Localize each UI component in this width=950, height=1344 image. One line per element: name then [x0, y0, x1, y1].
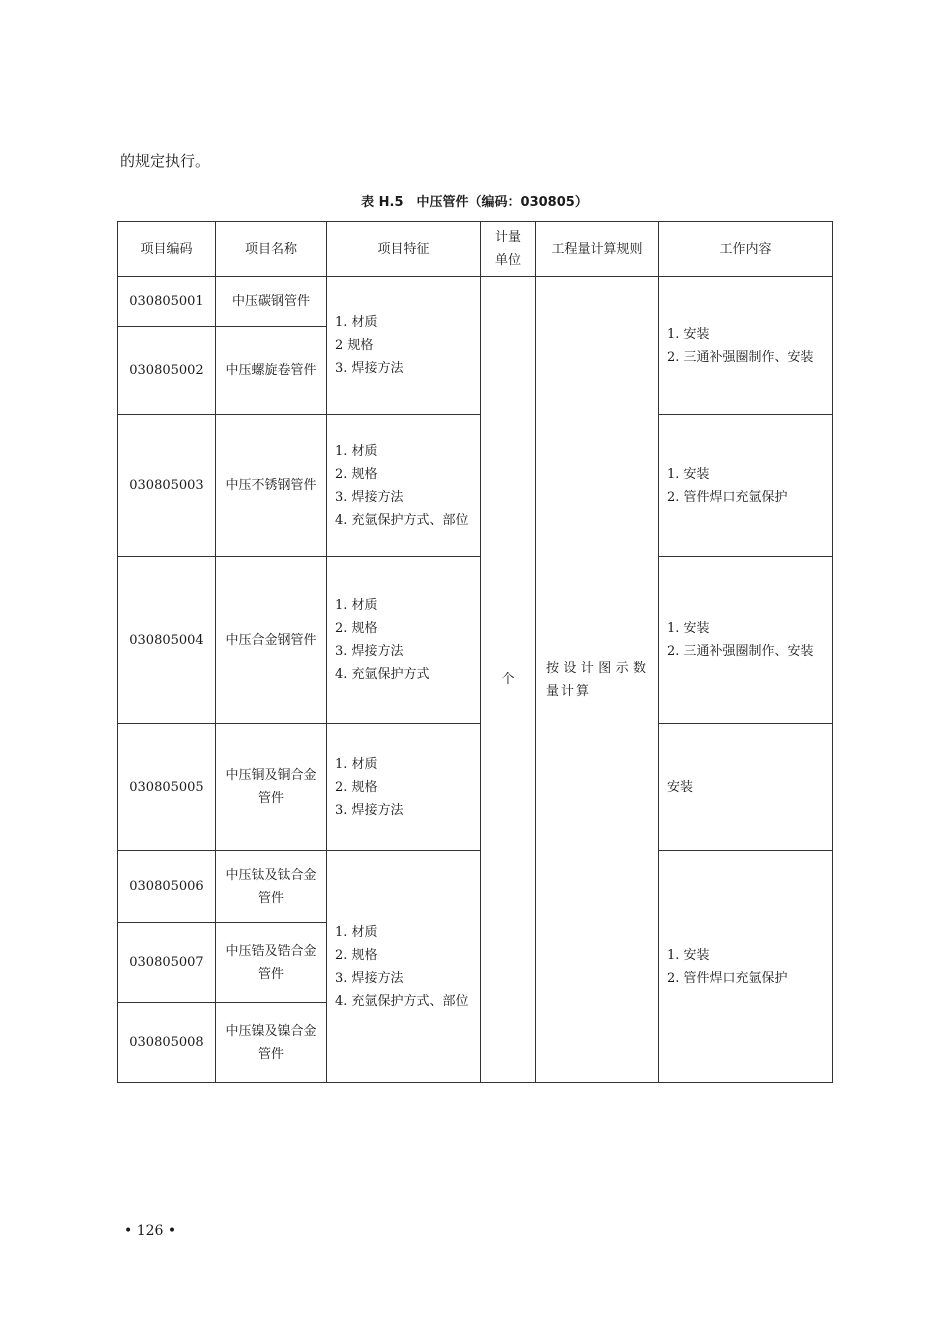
feature-cell: [327, 415, 481, 557]
work-line: 1. 安装: [667, 326, 710, 342]
item-name: 中压铜及铜合金管件: [216, 724, 327, 851]
header-row: [118, 222, 833, 277]
feature-line: 3. 焊接方法: [335, 361, 404, 376]
feature-cell: [327, 851, 481, 1083]
item-name: 中压不锈钢管件: [216, 415, 327, 557]
feature-line: 1. 材质: [335, 924, 378, 940]
item-name: 中压合金钢管件: [216, 557, 327, 724]
page-number: • 126 •: [124, 1223, 177, 1239]
feature-line: 2. 规格: [335, 621, 378, 636]
item-code: 030805007: [118, 923, 216, 1003]
feature-cell: [327, 557, 481, 724]
work-line: 2. 三通补强圈制作、安装: [667, 644, 814, 659]
rule-cell: 按设计图示数量计算: [536, 277, 659, 1083]
feature-cell: [327, 277, 481, 415]
work-cell: [659, 415, 833, 557]
item-name: 中压锆及锆合金管件: [216, 923, 327, 1003]
work-line: 2. 管件焊口充氩保护: [667, 489, 788, 505]
item-code: 030805006: [118, 851, 216, 923]
feature-line: 4. 充氩保护方式、部位: [335, 512, 469, 528]
unit-cell: 个: [481, 277, 536, 1083]
feature-line: 1. 材质: [335, 756, 378, 772]
work-line: 1. 安装: [667, 621, 710, 636]
work-cell: [659, 277, 833, 415]
feature-line: 2 规格: [335, 338, 374, 353]
header-name: 项目名称: [216, 222, 327, 277]
lead-text: 的规定执行。: [120, 152, 211, 170]
feature-line: 3. 焊接方法: [335, 489, 404, 505]
work-cell: [659, 557, 833, 724]
header-rule: 工程量计算规则: [536, 222, 659, 277]
item-code: 030805003: [118, 415, 216, 557]
work-line: 安装: [667, 779, 694, 795]
header-feature: 项目特征: [327, 222, 481, 277]
table-caption: 表 H.5 中压管件（编码：030805）: [361, 195, 588, 210]
work-line: 1. 安装: [667, 947, 710, 963]
feature-line: 4. 充氩保护方式: [335, 667, 430, 682]
feature-line: 2. 规格: [335, 466, 378, 482]
work-line: 2. 管件焊口充氩保护: [667, 970, 788, 986]
feature-line: 2. 规格: [335, 779, 378, 795]
header-work: 工作内容: [659, 222, 833, 277]
item-code: 030805008: [118, 1003, 216, 1083]
feature-line: 1. 材质: [335, 598, 378, 613]
feature-line: 1. 材质: [335, 443, 378, 459]
feature-line: 3. 焊接方法: [335, 970, 404, 986]
feature-line: 3. 焊接方法: [335, 644, 404, 659]
header-unit-line1: 计量: [494, 230, 521, 245]
item-name: 中压钛及钛合金管件: [216, 851, 327, 923]
item-code: 030805005: [118, 724, 216, 851]
pipe-fittings-table: [117, 221, 833, 1083]
feature-line: 1. 材质: [335, 315, 378, 330]
table-row: [118, 277, 833, 327]
feature-line: 2. 规格: [335, 947, 378, 963]
item-code: 030805001: [118, 277, 216, 327]
item-code: 030805002: [118, 327, 216, 415]
table-row: [118, 724, 833, 851]
work-cell: [659, 851, 833, 1083]
work-cell: [659, 724, 833, 851]
item-name: 中压镍及镍合金管件: [216, 1003, 327, 1083]
header-unit-line2: 单位: [494, 253, 521, 268]
item-code: 030805004: [118, 557, 216, 724]
table-row: [118, 851, 833, 923]
work-line: 2. 三通补强圈制作、安装: [667, 349, 814, 365]
work-line: 1. 安装: [667, 466, 710, 482]
table-row: [118, 557, 833, 724]
table-row: [118, 415, 833, 557]
feature-cell: [327, 724, 481, 851]
feature-line: 3. 焊接方法: [335, 802, 404, 818]
item-name: 中压碳钢管件: [216, 277, 327, 327]
header-code: 项目编码: [118, 222, 216, 277]
header-unit: [481, 222, 536, 277]
item-name: 中压螺旋卷管件: [216, 327, 327, 415]
feature-line: 4. 充氩保护方式、部位: [335, 993, 469, 1009]
